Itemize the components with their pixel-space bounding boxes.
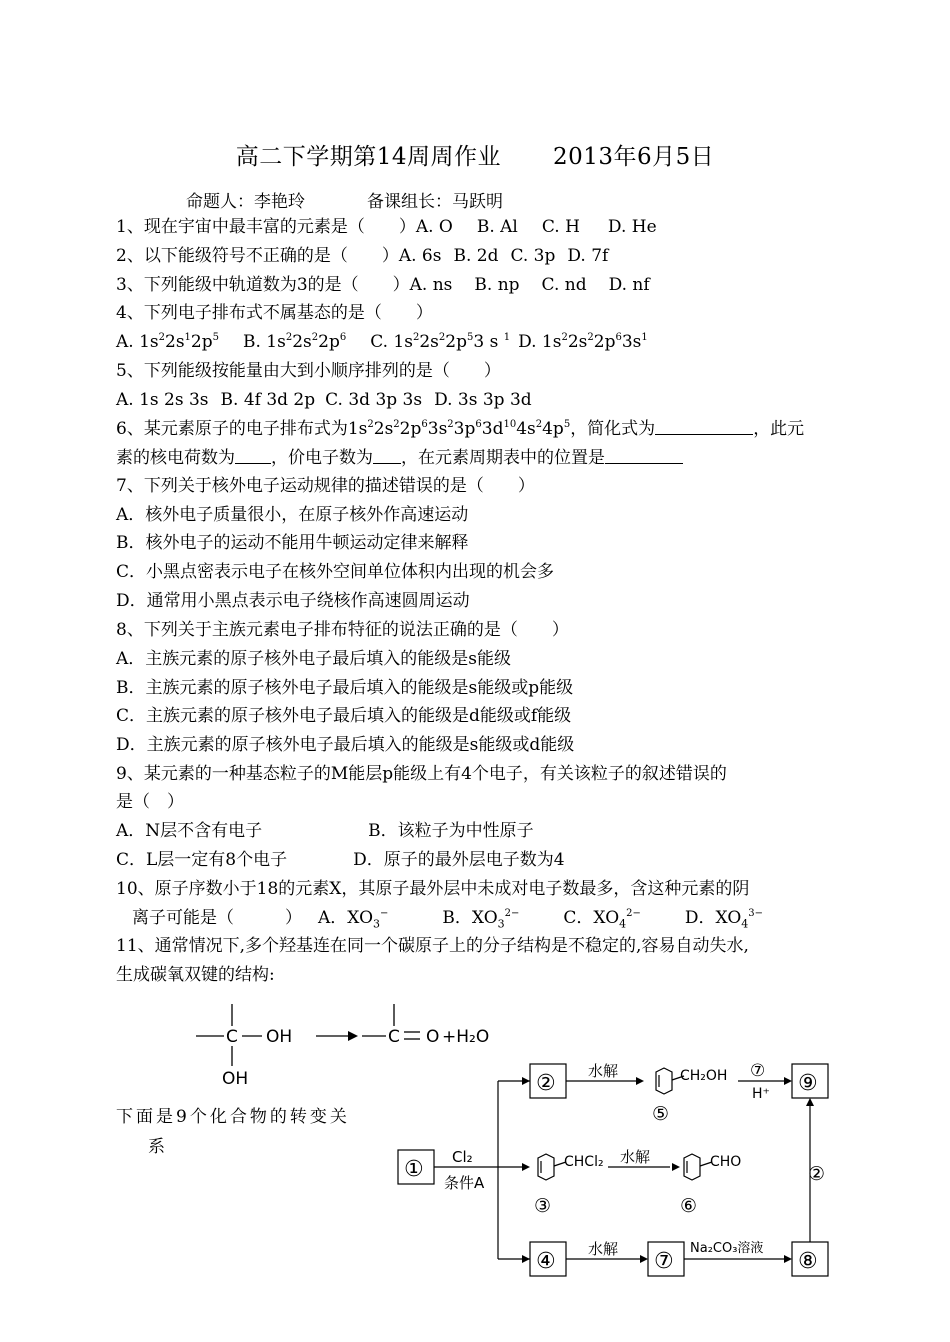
question-8-option-a: A．主族元素的原子核外电子最后填入的能级是s能级 <box>116 649 511 669</box>
na2co3-label: Na₂CO₃溶液 <box>690 1241 764 1256</box>
conversion-scheme <box>390 1050 850 1290</box>
compound-4: ④ <box>536 1249 556 1274</box>
question-10: 10、原子序数小于18的元素X，其原子最外层中未成对电子数最多，含这种元素的阴 <box>116 879 750 899</box>
question-9: 9、某元素的一种基态粒子的M能层p能级上有4个电子，有关该粒子的叙述错误的 <box>116 764 727 784</box>
question-4: 4、下列电子排布式不属基态的是（ ） <box>116 303 433 323</box>
question-7-option-d: D．通常用小黑点表示电子绕核作高速圆周运动 <box>116 591 470 611</box>
carbon-product-label: C <box>388 1027 400 1047</box>
question-11-line2: 生成碳氧双键的结构: <box>116 965 275 985</box>
compound-7: ⑦ <box>654 1249 674 1274</box>
question-2: 2、以下能级符号不正确的是（ ）A. 6s B. 2d C. 3p D. 7f <box>116 246 609 266</box>
compound-6: ⑥ <box>680 1195 698 1217</box>
carbon-label: C <box>226 1027 238 1047</box>
question-11: 11、通常情况下,多个羟基连在同一个碳原子上的分子结构是不稳定的,容易自动失水, <box>116 936 749 956</box>
question-5-options: A. 1s 2s 3s B. 4f 3d 2p C. 3d 3p 3s D. 3s 3p 3d <box>116 390 532 410</box>
compound-9: ⑨ <box>798 1071 818 1096</box>
author-line <box>186 187 503 212</box>
question-8: 8、下列关于主族元素电子排布特征的说法正确的是（ ） <box>116 620 569 640</box>
question-7: 7、下列关于核外电子运动规律的描述错误的是（ ） <box>116 476 535 496</box>
date: 2013年6月5日 <box>552 144 715 170</box>
hydrolysis-label-1: 水解 <box>588 1062 619 1080</box>
compound-1: ① <box>404 1157 424 1182</box>
question-7-option-c: C．小黑点密表示电子在核外空间单位体积内出现的机会多 <box>116 562 555 582</box>
question-9-options-cd: C．L层一定有8个电子 D．原子的最外层电子数为4 <box>116 850 565 870</box>
question-8-option-b: B．主族元素的原子核外电子最后填入的能级是s能级或p能级 <box>116 678 574 698</box>
water-label: +H₂O <box>442 1027 490 1047</box>
h-plus-label: H⁺ <box>752 1086 770 1102</box>
question-9-line2: 是（ ） <box>116 792 184 812</box>
setter: 命题人：李艳玲 <box>186 192 305 212</box>
hydrolysis-label-2: 水解 <box>620 1148 651 1166</box>
oxygen-label: O <box>426 1027 440 1047</box>
question-3: 3、下列能级中轨道数为3的是（ ）A. ns B. np C. nd D. nf <box>116 275 650 295</box>
question-1: 1、现在宇宙中最丰富的元素是（ ）A. O B. Al C. H D. He <box>116 217 657 237</box>
compound-8: ⑧ <box>798 1249 818 1274</box>
condition-a-label: 条件A <box>444 1174 485 1192</box>
hydrolysis-label-3: 水解 <box>588 1240 619 1258</box>
question-4-options: A. $1s^22s^12p^5$ B. $1s^22s^22p^6$ C. $1s^22s^22p^53$ s $^1$ D. $1s^22s^22p^63s^1$ <box>116 332 648 352</box>
chcl2-label: CHCl₂ <box>564 1154 604 1170</box>
compound-3: ③ <box>534 1195 552 1217</box>
scheme-intro-2: 系 <box>148 1137 165 1157</box>
page-title: 高二下学期第14周周作业 2013年6月5日 <box>235 144 715 170</box>
question-6: 6、某元素原子的电子排布式为$1s^22s^22p^63s^23p^63d^{10}4s^24p^5$，简化式为 ，此元 <box>116 419 805 439</box>
question-9-options-ab: A．N层不含有电子 B．该粒子为中性原子 <box>116 821 534 841</box>
scheme-intro: 下面是9个化合物的转变关 <box>116 1107 350 1127</box>
compound-5: ⑤ <box>652 1103 670 1125</box>
question-7-option-b: B．核外电子的运动不能用牛顿运动定律来解释 <box>116 533 469 553</box>
question-5: 5、下列能级按能量由大到小顺序排列的是（ ） <box>116 361 501 381</box>
question-8-option-d: D．主族元素的原子核外电子最后填入的能级是s能级或d能级 <box>116 735 575 755</box>
question-10-line2: 离子可能是（ ） A．$XO_3^-$ B．$XO_3^{2-}$ C．$XO_4^{2-}$ D．$XO_4^{3-}$ <box>132 908 764 931</box>
cho-label: CHO <box>710 1154 742 1170</box>
ch2oh-label: CH₂OH <box>680 1068 728 1084</box>
compound-2: ② <box>536 1071 556 1096</box>
cl2-label: Cl₂ <box>452 1148 473 1166</box>
question-8-option-c: C．主族元素的原子核外电子最后填入的能级是d能级或f能级 <box>116 706 572 726</box>
question-7-option-a: A．核外电子质量很小，在原子核外作高速运动 <box>116 505 469 525</box>
reagent-7: ⑦ <box>750 1061 766 1081</box>
group-leader: 备课组长：马跃明 <box>367 192 503 212</box>
question-6-line2: 素的核电荷数为 ，价电子数为 ，在元素周期表中的位置是 <box>116 447 683 469</box>
oh-right-label: OH <box>266 1027 293 1047</box>
reagent-2: ② <box>808 1163 826 1185</box>
oh-bottom-label: OH <box>222 1069 249 1089</box>
